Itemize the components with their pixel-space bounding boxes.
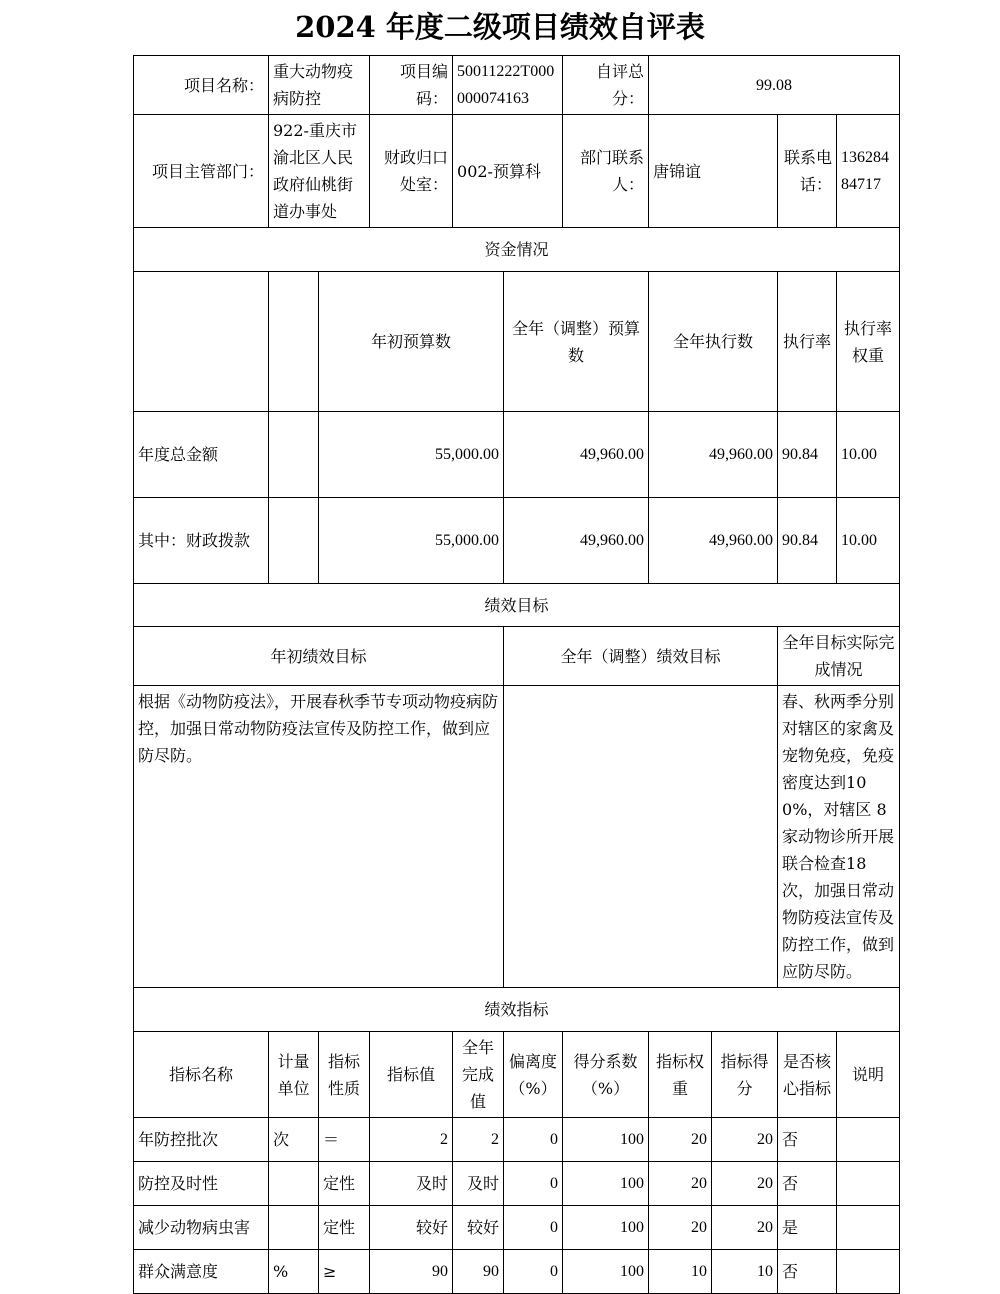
finance-label: 财政归口处室： [370, 115, 453, 228]
funds-weight: 10.00 [837, 498, 900, 584]
ind-weight: 20 [649, 1206, 712, 1250]
goals-col-adjusted: 全年（调整）绩效目标 [504, 627, 778, 686]
ind-note [837, 1250, 900, 1294]
ind-score: 20 [712, 1206, 778, 1250]
project-name-value: 重大动物疫病防控 [269, 56, 370, 115]
funds-col-weight: 执行率权重 [837, 272, 900, 412]
ind-col-header: 得分系数（%） [563, 1032, 649, 1118]
ind-col-header: 计量单位 [269, 1032, 319, 1118]
ind-col-header: 指标名称 [134, 1032, 269, 1118]
ind-deviation: 0 [504, 1250, 563, 1294]
ind-unit [269, 1162, 319, 1206]
self-score-label: 自评总分： [563, 56, 649, 115]
ind-name: 减少动物病虫害 [134, 1206, 269, 1250]
ind-weight: 20 [649, 1162, 712, 1206]
goals-section-title: 绩效目标 [134, 584, 900, 627]
ind-target: 90 [370, 1250, 453, 1294]
funds-weight: 10.00 [837, 412, 900, 498]
funds-col-adjusted: 全年（调整）预算数 [504, 272, 649, 412]
funds-rate: 90.84 [778, 498, 837, 584]
ind-target: 及时 [370, 1162, 453, 1206]
ind-col-header: 指标得分 [712, 1032, 778, 1118]
ind-score: 20 [712, 1118, 778, 1162]
ind-core: 否 [778, 1118, 837, 1162]
funds-executed: 49,960.00 [649, 498, 778, 584]
goals-adjusted-text [504, 686, 778, 988]
ind-note [837, 1118, 900, 1162]
ind-nature: ＝ [319, 1118, 370, 1162]
ind-actual: 较好 [453, 1206, 504, 1250]
ind-weight: 20 [649, 1118, 712, 1162]
funds-initial: 55,000.00 [319, 498, 504, 584]
funds-section-row [134, 228, 900, 272]
indicator-row [134, 1250, 900, 1294]
ind-deviation: 0 [504, 1206, 563, 1250]
ind-coef: 100 [563, 1162, 649, 1206]
ind-score: 20 [712, 1162, 778, 1206]
ind-coef: 100 [563, 1250, 649, 1294]
funds-col-initial: 年初预算数 [319, 272, 504, 412]
indicator-row [134, 1206, 900, 1250]
funds-col-rate: 执行率 [778, 272, 837, 412]
ind-nature: 定性 [319, 1206, 370, 1250]
ind-note [837, 1162, 900, 1206]
ind-actual: 及时 [453, 1162, 504, 1206]
funds-row-blank [269, 412, 319, 498]
phone-value: 13628484717 [837, 115, 900, 228]
ind-actual: 2 [453, 1118, 504, 1162]
ind-unit: 次 [269, 1118, 319, 1162]
ind-nature: ≥ [319, 1250, 370, 1294]
ind-deviation: 0 [504, 1118, 563, 1162]
ind-deviation: 0 [504, 1162, 563, 1206]
goals-initial-text: 根据《动物防疫法》，开展春秋季节专项动物疫病防控，加强日常动物防疫法宣传及防控工作，做到应防尽防。 [134, 686, 504, 988]
ind-unit: % [269, 1250, 319, 1294]
ind-unit [269, 1206, 319, 1250]
funds-row-label: 其中：财政拨款 [134, 498, 269, 584]
funds-row-fiscal [134, 498, 900, 584]
evaluation-table [133, 55, 900, 1294]
funds-col-executed: 全年执行数 [649, 272, 778, 412]
ind-col-header: 是否核心指标 [778, 1032, 837, 1118]
ind-weight: 10 [649, 1250, 712, 1294]
project-code-label: 项目编码： [370, 56, 453, 115]
phone-label: 联系电话： [778, 115, 837, 228]
funds-rate: 90.84 [778, 412, 837, 498]
ind-target: 较好 [370, 1206, 453, 1250]
indicators-section-title: 绩效指标 [134, 988, 900, 1032]
goals-section-row [134, 584, 900, 627]
self-score-value: 99.08 [649, 56, 900, 115]
ind-col-header: 指标性质 [319, 1032, 370, 1118]
ind-coef: 100 [563, 1118, 649, 1162]
ind-nature: 定性 [319, 1162, 370, 1206]
goals-actual-text: 春、秋两季分别对辖区的家禽及宠物免疫，免疫密度达到100%，对辖区 8 家动物诊所开展联合检查18 次，加强日常动物防疫法宣传及防控工作，做到应防尽防。 [778, 686, 900, 988]
ind-col-header: 偏离度（%） [504, 1032, 563, 1118]
ind-coef: 100 [563, 1206, 649, 1250]
goals-col-initial: 年初绩效目标 [134, 627, 504, 686]
dept-value: 922-重庆市渝北区人民政府仙桃街道办事处 [269, 115, 370, 228]
ind-note [837, 1206, 900, 1250]
ind-col-header: 说明 [837, 1032, 900, 1118]
ind-core: 否 [778, 1250, 837, 1294]
ind-core: 否 [778, 1162, 837, 1206]
project-code-value: 50011222T000000074163 [453, 56, 563, 115]
funds-header-blank [134, 272, 269, 412]
funds-header-blank [269, 272, 319, 412]
funds-adjusted: 49,960.00 [504, 498, 649, 584]
goals-header-row [134, 627, 900, 686]
funds-section-title: 资金情况 [134, 228, 900, 272]
ind-name: 防控及时性 [134, 1162, 269, 1206]
indicators-section-row [134, 988, 900, 1032]
goals-col-actual: 全年目标实际完成情况 [778, 627, 900, 686]
ind-col-header: 全年完成值 [453, 1032, 504, 1118]
dept-label: 项目主管部门： [134, 115, 269, 228]
indicator-row [134, 1162, 900, 1206]
project-name-label: 项目名称： [134, 56, 269, 115]
goals-content-row [134, 686, 900, 988]
funds-row-label: 年度总金额 [134, 412, 269, 498]
page-title: 2024 年度二级项目绩效自评表 [295, 10, 705, 44]
ind-actual: 90 [453, 1250, 504, 1294]
ind-score: 10 [712, 1250, 778, 1294]
ind-target: 2 [370, 1118, 453, 1162]
ind-name: 年防控批次 [134, 1118, 269, 1162]
funds-row-total [134, 412, 900, 498]
contact-value: 唐锦谊 [649, 115, 778, 228]
finance-value: 002-预算科 [453, 115, 563, 228]
funds-header-row [134, 272, 900, 412]
funds-initial: 55,000.00 [319, 412, 504, 498]
funds-row-blank [269, 498, 319, 584]
funds-adjusted: 49,960.00 [504, 412, 649, 498]
ind-col-header: 指标权重 [649, 1032, 712, 1118]
department-row [134, 115, 900, 228]
funds-executed: 49,960.00 [649, 412, 778, 498]
indicator-row [134, 1118, 900, 1162]
ind-name: 群众满意度 [134, 1250, 269, 1294]
ind-core: 是 [778, 1206, 837, 1250]
ind-col-header: 指标值 [370, 1032, 453, 1118]
indicators-header-row [134, 1032, 900, 1118]
project-info-row [134, 56, 900, 115]
contact-label: 部门联系人： [563, 115, 649, 228]
